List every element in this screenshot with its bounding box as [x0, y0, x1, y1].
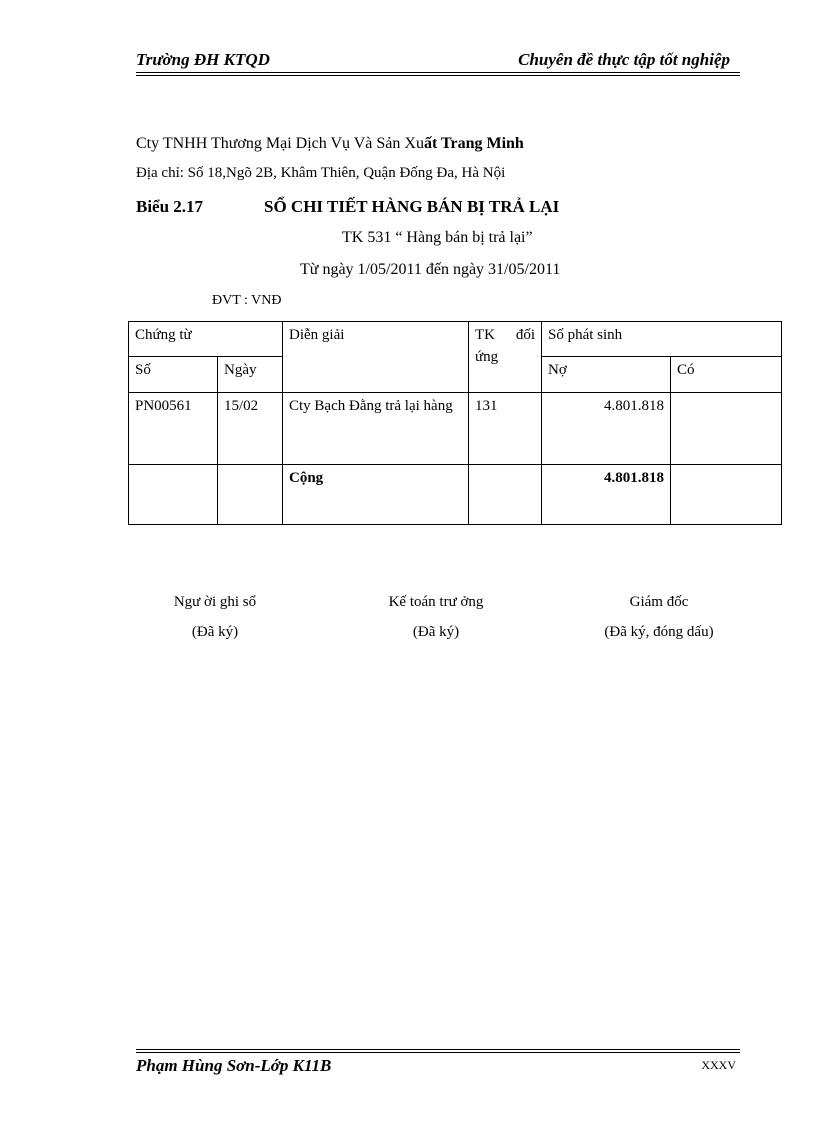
total-empty-date [218, 465, 283, 525]
header-number: Số [129, 357, 218, 393]
total-empty-credit [671, 465, 782, 525]
header-rule-bottom [136, 75, 740, 76]
header-voucher: Chứng từ [129, 322, 283, 357]
header-debit: Nợ [542, 357, 671, 393]
signature-accountant-role: Kế toán trư ởng [388, 594, 484, 610]
header-amount: Số phát sinh [542, 322, 782, 357]
total-label: Cộng [283, 465, 469, 525]
header-contra-account: TK đối ứng [469, 322, 542, 393]
cell-contra-account: 131 [469, 393, 542, 465]
table-header-row [129, 322, 782, 357]
currency-unit: ĐVT : VNĐ [212, 293, 282, 308]
footer-rule-bottom [136, 1052, 740, 1053]
footer-rule-top [136, 1049, 740, 1050]
cell-debit: 4.801.818 [542, 393, 671, 465]
table-row [129, 393, 782, 465]
total-debit: 4.801.818 [542, 465, 671, 525]
footer-author: Phạm Hùng Sơn-Lớp K11B [136, 1056, 332, 1075]
company-name-prefix: Cty TNHH Thương Mại Dịch Vụ Và Sản Xu [136, 135, 424, 152]
company-address: Địa chỉ: Số 18,Ngõ 2B, Khâm Thiên, Quận Đống Đa, Hà Nội [136, 165, 506, 181]
signature-director-note: (Đã ký, đóng dấu) [604, 624, 714, 640]
cell-credit [671, 393, 782, 465]
header-rule-top [136, 72, 740, 73]
header-date: Ngày [218, 357, 283, 393]
header-description: Diễn giải [283, 322, 469, 393]
header-topic: Chuyên đề thực tập tốt nghiệp [518, 50, 730, 69]
page-number: XXXV [701, 1058, 736, 1072]
cell-number: PN00561 [129, 393, 218, 465]
header-credit: Có [671, 357, 782, 393]
company-name-bold: ất Trang Minh [423, 135, 524, 152]
signature-recorder-role: Ngư ời ghi sổ [173, 594, 257, 610]
cell-description: Cty Bạch Đằng trả lại hàng [283, 393, 469, 465]
total-empty-number [129, 465, 218, 525]
signature-recorder-note: (Đã ký) [191, 624, 239, 640]
signature-director-role: Giám đốc [629, 594, 689, 610]
total-empty-contra [469, 465, 542, 525]
cell-date: 15/02 [218, 393, 283, 465]
table-total-row [129, 465, 782, 525]
report-period: Từ ngày 1/05/2011 đến ngày 31/05/2011 [300, 261, 561, 278]
company-name [136, 135, 524, 153]
header-school: Trường ĐH KTQD [136, 50, 270, 69]
report-account: TK 531 “ Hàng bán bị trả lại” [342, 229, 533, 246]
ledger-table [128, 321, 782, 525]
form-number: Biểu 2.17 [136, 197, 204, 216]
report-title: SỔ CHI TIẾT HÀNG BÁN BỊ TRẢ LẠI [264, 197, 560, 216]
signature-accountant-note: (Đã ký) [412, 624, 460, 640]
